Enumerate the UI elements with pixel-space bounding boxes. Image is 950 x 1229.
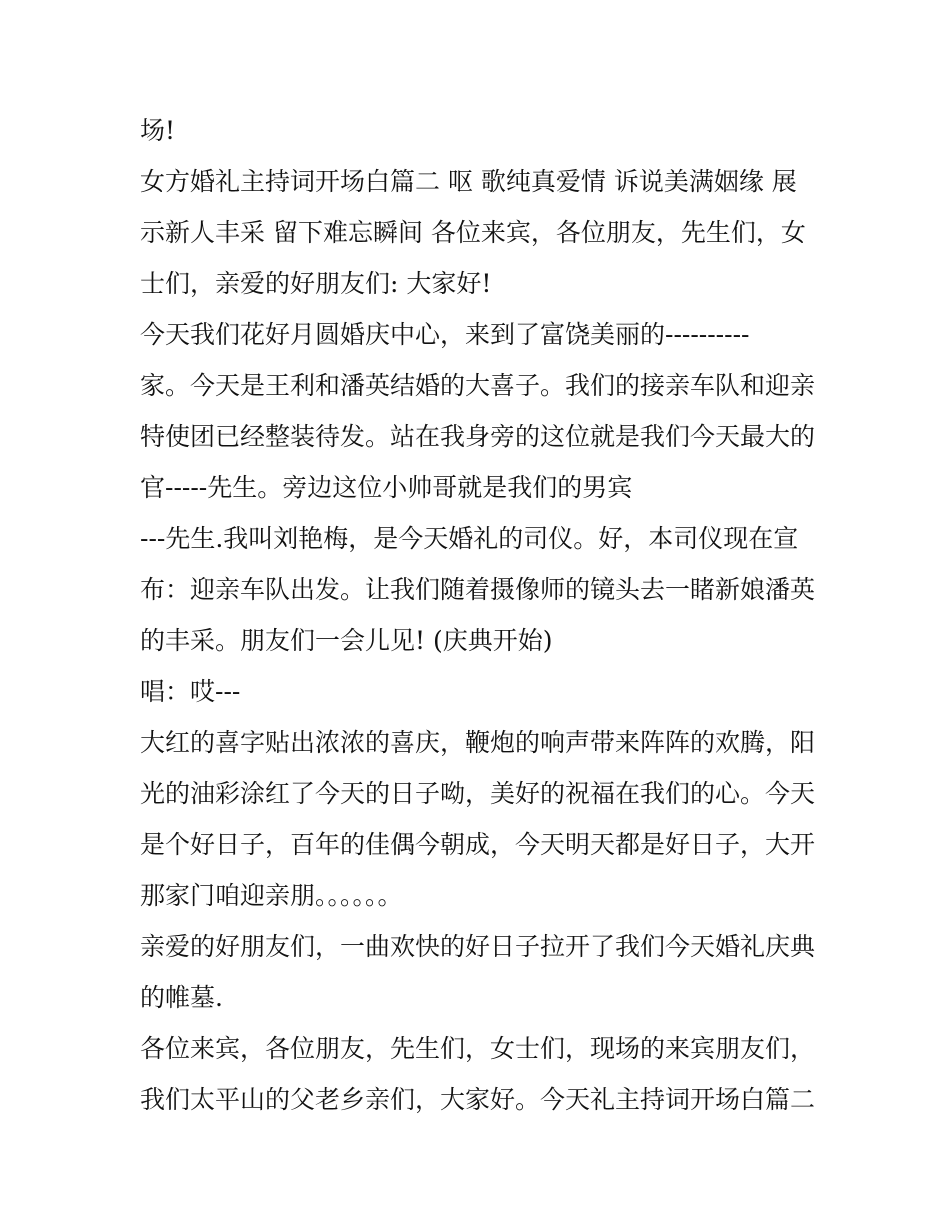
text-line: ---先生.我叫刘艳梅，是今天婚礼的司仪。好，本司仪现在宣 xyxy=(140,524,799,553)
text-line: 是个好日子，百年的佳偶今朝成，今天明天都是好日子，大开 xyxy=(140,830,816,859)
text-line: 我们太平山的父老乡亲们，大家好。今天礼主持词开场白篇二 xyxy=(140,1085,816,1114)
text-line: 的帷墓. xyxy=(140,983,223,1012)
text-line: 示新人丰采 留下难忘瞬间 各位来宾，各位朋友，先生们，女 xyxy=(140,218,806,247)
text-line: 大红的喜字贴出浓浓的喜庆，鞭炮的响声带来阵阵的欢腾，阳 xyxy=(140,728,816,757)
document-body xyxy=(140,108,820,1128)
text-line: 那家门咱迎亲朋。。。。。。 xyxy=(140,881,403,910)
text-line: 今天我们花好月圆婚庆中心，来到了富饶美丽的---------- xyxy=(140,320,750,349)
text-line: 场! xyxy=(140,116,176,145)
text-line: 女方婚礼主持词开场白篇二 呕 歌纯真爱情 诉说美满姻缘 展 xyxy=(140,167,797,196)
text-line: 光的油彩涂红了今天的日子呦，美好的祝福在我们的心。今天 xyxy=(140,779,816,808)
text-line: 特使团已经整装待发。站在我身旁的这位就是我们今天最大的 xyxy=(140,422,816,451)
text-line: 士们，亲爱的好朋友们: 大家好! xyxy=(140,269,492,298)
text-line: 各位来宾，各位朋友，先生们，女士们，现场的来宾朋友们， xyxy=(140,1034,816,1063)
text-line: 官-----先生。旁边这位小帅哥就是我们的男宾 xyxy=(140,473,633,502)
text-line: 唱：哎--- xyxy=(140,677,241,706)
text-line: 亲爱的好朋友们，一曲欢快的好日子拉开了我们今天婚礼庆典 xyxy=(140,932,816,961)
text-line: 家。今天是王利和潘英结婚的大喜子。我们的接亲车队和迎亲 xyxy=(140,371,816,400)
text-line: 的丰采。朋友们一会儿见! (庆典开始) xyxy=(140,626,553,655)
text-line: 布：迎亲车队出发。让我们随着摄像师的镜头去一睹新娘潘英 xyxy=(140,575,816,604)
